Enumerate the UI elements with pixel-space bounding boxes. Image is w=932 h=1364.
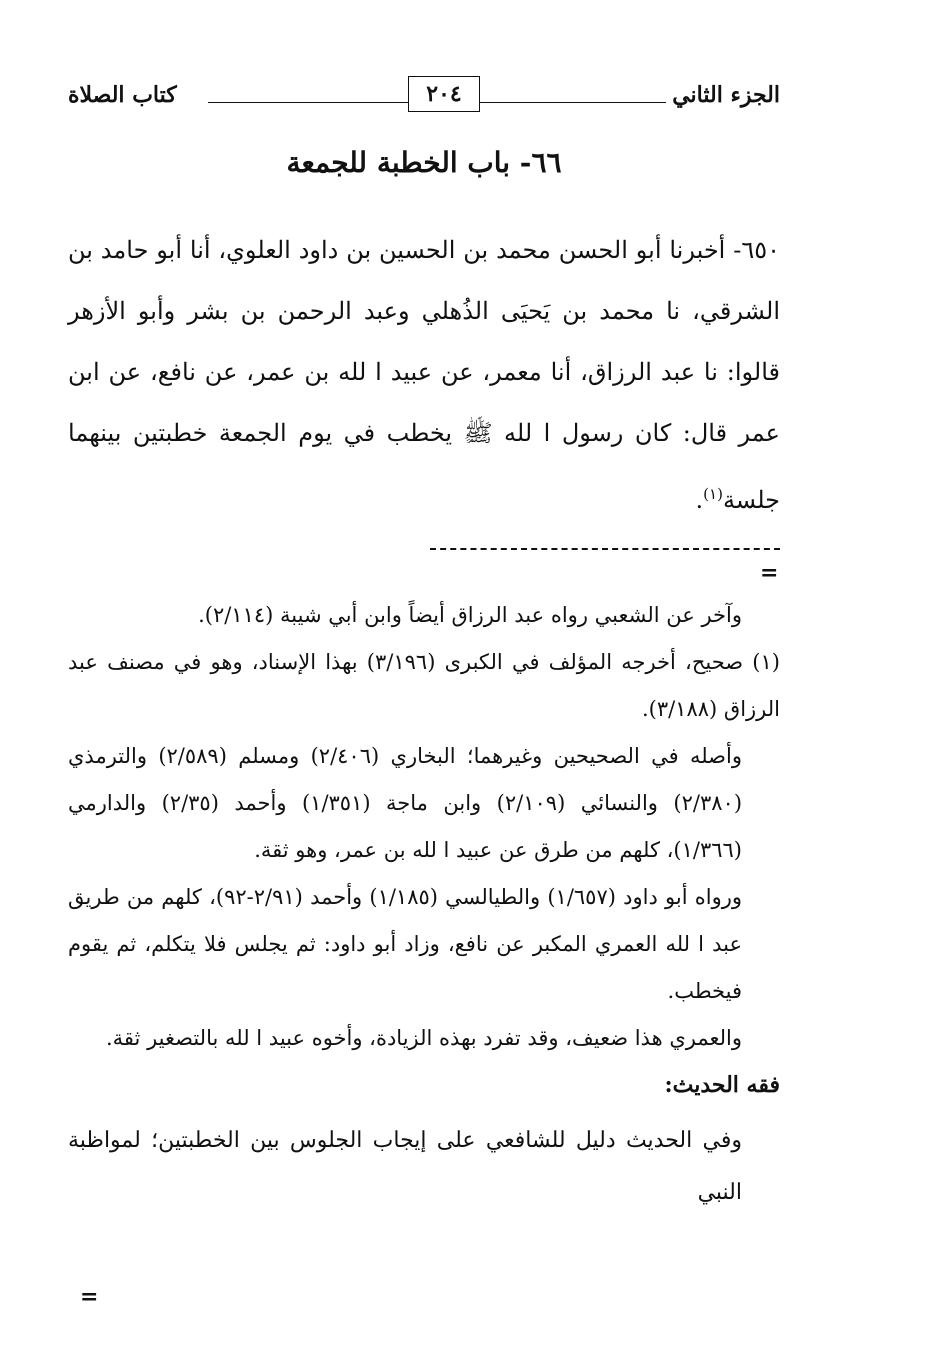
book-title: كتاب الصلاة (68, 82, 183, 108)
header-rule-left (208, 102, 410, 103)
hadith-end: . (695, 486, 704, 514)
footnote-1 (68, 639, 780, 733)
footnote-1-text: صحيح، أخرجه المؤلف في الكبرى (٣/١٩٦) بهذا الإسناد، وهو في مصنف عبد الرزاق (٣/١٨٨). (68, 650, 780, 721)
fiqh-heading: فقه الحديث: (664, 1072, 780, 1098)
volume-title: الجزء الثاني (666, 82, 780, 108)
fiqh-body: وفي الحديث دليل للشافعي على إيجاب الجلوس بين الخطبتين؛ لمواظبة النبي (68, 1128, 742, 1205)
footnote-paragraph-4: والعمري هذا ضعيف، وقد تفرد بهذه الزيادة، وأخوه عبيد ا لله بالتصغير ثقة. (106, 1026, 742, 1050)
hadith-text (68, 220, 780, 531)
page-end-mark: = (80, 1284, 99, 1310)
footnote-paragraph-2: وأصله في الصحيحين وغيرهما؛ البخاري (٢/٤٠٦) ومسلم (٢/٥٨٩) والترمذي (٢/٣٨٠) والنسائي (٢/١٠٩) وابن ماجة (١/٣٥١) وأحمد (٢/٣٥) والدارمي (١/٣٦٦)، كلهم من طرق عن عبيد ا لله بن عمر، وهو ثقة. (68, 744, 743, 862)
hadith-paragraph (68, 220, 780, 531)
hadith-body: ٦٥٠- أخبرنا أبو الحسن محمد بن الحسين بن داود العلوي، أنا أبو حامد بن الشرقي، نا محمد بن يَحيَى الذُهلي وعبد الرحمن بن بشر وأبو الأزهر قالوا: نا عبد الرزاق، أنا معمر، عن عبيد ا لله بن عمر، عن نافع، عن ابن عمر قال: كان رسول ا لله ﷺ يخطب في يوم الجمعة خطبتين بينهما جلسة (68, 236, 780, 514)
footnote-paragraph-3: ورواه أبو داود (١/٦٥٧) والطيالسي (١/١٨٥) وأحمد (٢/٩١-٩٢)، كلهم من طريق عبد ا لله العمري المكبر عن نافع، وزاد أبو داود: ثم يجلس فلا يتكلم، ثم يقوم فيخطب. (68, 885, 743, 1003)
footnote-carry-over: وآخر عن الشعبي رواه عبد الرزاق أيضاً وابن أبي شيبة (٢/١١٤). (198, 603, 742, 627)
footnote-1-marker: (١) (752, 650, 780, 674)
footnotes (68, 592, 780, 1219)
page-number: ٢٠٤ (408, 76, 480, 112)
footnote-separator (430, 548, 780, 550)
chapter-title: ٦٦- باب الخطبة للجمعة (286, 146, 562, 179)
running-header (68, 68, 780, 128)
continuation-mark: = (760, 560, 779, 586)
footnote-marker: (١) (703, 485, 723, 503)
